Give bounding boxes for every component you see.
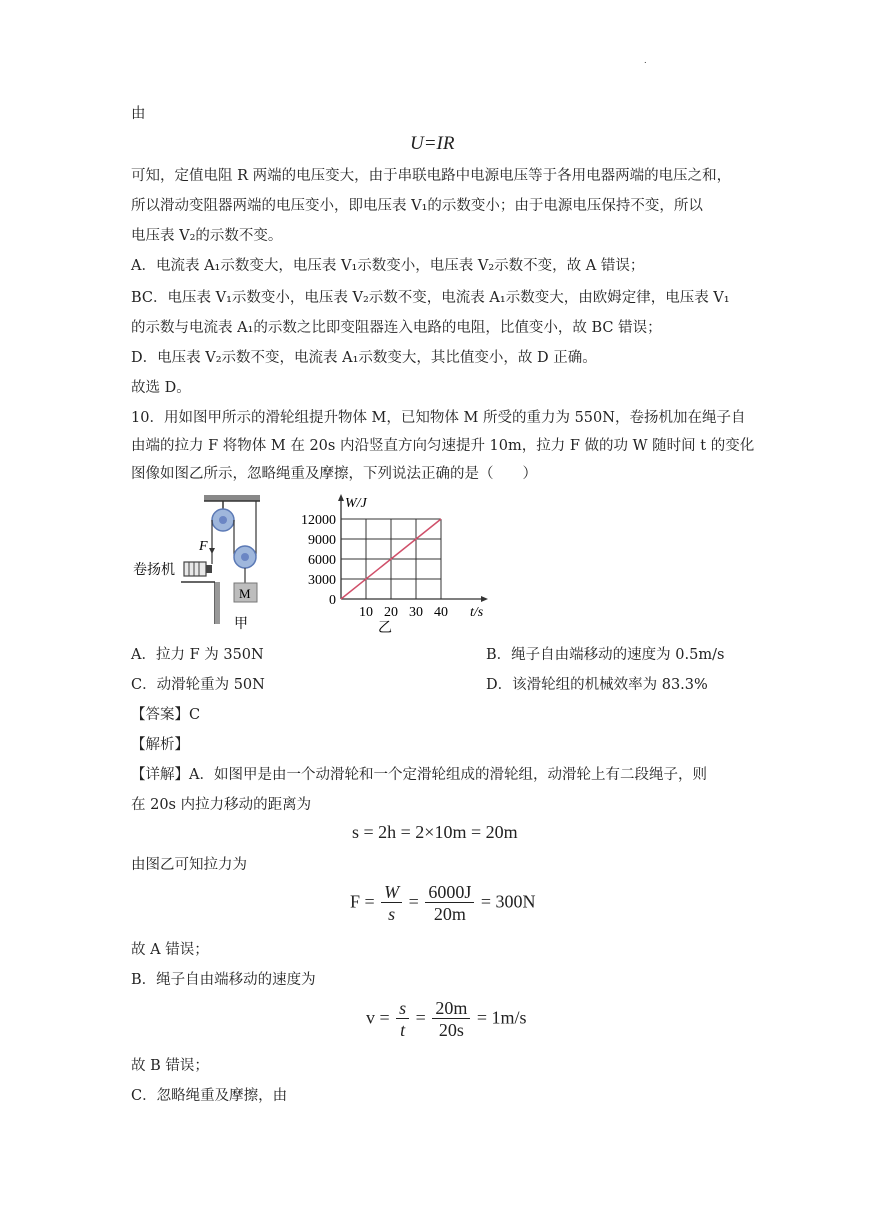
text-line: A．电流表 A₁示数变大，电压表 V₁示数变小，电压表 V₂示数不变，故 A 错误； [131, 258, 645, 274]
detail-line: 【详解】A．如图甲是由一个动滑轮和一个定滑轮组成的滑轮组，动滑轮上有二段绳子，则 [131, 767, 707, 783]
y-tick-label: 9000 [308, 533, 336, 548]
question-line: 由端的拉力 F 将物体 M 在 20s 内沿竖直方向匀速提升 10m，拉力 F 做的功 W 随时间 t 的变化 [131, 438, 755, 454]
text-line: 故 B 错误； [131, 1058, 209, 1074]
option-d: D．该滑轮组的机械效率为 83.3% [486, 677, 708, 693]
text-line: 故 A 错误； [131, 942, 209, 958]
text-line: 电压表 V₂的示数不变。 [131, 228, 283, 244]
pulley-diagram [131, 490, 281, 635]
x-tick-label: 40 [434, 605, 448, 620]
text-line: 故选 D。 [131, 380, 191, 396]
x-axis-label: t/s [470, 605, 484, 620]
question-line: 图像如图乙所示，忽略绳重及摩擦，下列说法正确的是（ ） [131, 466, 537, 482]
text-line: B．绳子自由端移动的速度为 [131, 972, 316, 988]
y-axis-label: W/J [345, 496, 367, 511]
work-time-chart [290, 490, 490, 635]
formula-uir: U=IR [410, 133, 455, 154]
x-axis-arrow [481, 596, 488, 602]
option-a: A．拉力 F 为 350N [131, 647, 264, 663]
text-line: BC．电压表 V₁示数变小，电压表 V₂示数不变，电流表 A₁示数变大，由欧姆定律，电压表 V₁ [131, 290, 730, 306]
text-line: C．忽略绳重及摩擦，由 [131, 1088, 288, 1104]
force-label: F [199, 539, 208, 554]
option-c: C．动滑轮重为 50N [131, 677, 265, 693]
answer: 【答案】C [131, 707, 201, 723]
x-tick-label: 10 [359, 605, 373, 620]
equation-distance: s = 2h = 2×10m = 20m [352, 822, 518, 842]
y-tick-label: 0 [329, 593, 336, 608]
equation-force: F = $\frac{W}{s}$ = $\frac{6000J}{20m}$ = 300N [350, 882, 536, 924]
text-line: 由图乙可知拉力为 [131, 857, 247, 873]
x-tick-label: 30 [409, 605, 423, 620]
y-tick-label: 12000 [301, 513, 336, 528]
winch-label: 卷扬机 [133, 562, 175, 578]
y-tick-label: 6000 [308, 553, 336, 568]
question-line: 10．用如图甲所示的滑轮组提升物体 M，已知物体 M 所受的重力为 550N，卷扬机加在绳子自 [131, 410, 746, 426]
y-tick-label: 3000 [308, 573, 336, 588]
caption-right: 乙 [378, 620, 392, 635]
text-line: 的示数与电流表 A₁的示数之比即变阻器连入电路的电阻，比值变小，故 BC 错误； [131, 320, 662, 336]
analysis-heading: 【解析】 [131, 737, 189, 753]
detail-line: 在 20s 内拉力移动的距离为 [131, 797, 312, 813]
text-line: 由 [131, 106, 146, 122]
option-b: B．绳子自由端移动的速度为 0.5m/s [486, 647, 725, 663]
x-tick-label: 20 [384, 605, 398, 620]
y-axis-arrow [338, 494, 344, 501]
caption-left: 甲 [234, 616, 248, 632]
text-line: D．电压表 V₂示数不变，电流表 A₁示数变大，其比值变小，故 D 正确。 [131, 350, 597, 366]
text-line: 所以滑动变阻器两端的电压变小，即电压表 V₁的示数变小；由于电源电压保持不变，所以 [131, 198, 703, 214]
mass-label: M [239, 586, 251, 601]
equation-speed: v = $\frac{s}{t}$ = $\frac{20m}{20s}$ = 1m/s [366, 998, 527, 1040]
top-mark: . [644, 56, 647, 65]
text-line: 可知，定值电阻 R 两端的电压变大，由于串联电路中电源电压等于各用电器两端的电压之和， [131, 168, 732, 184]
